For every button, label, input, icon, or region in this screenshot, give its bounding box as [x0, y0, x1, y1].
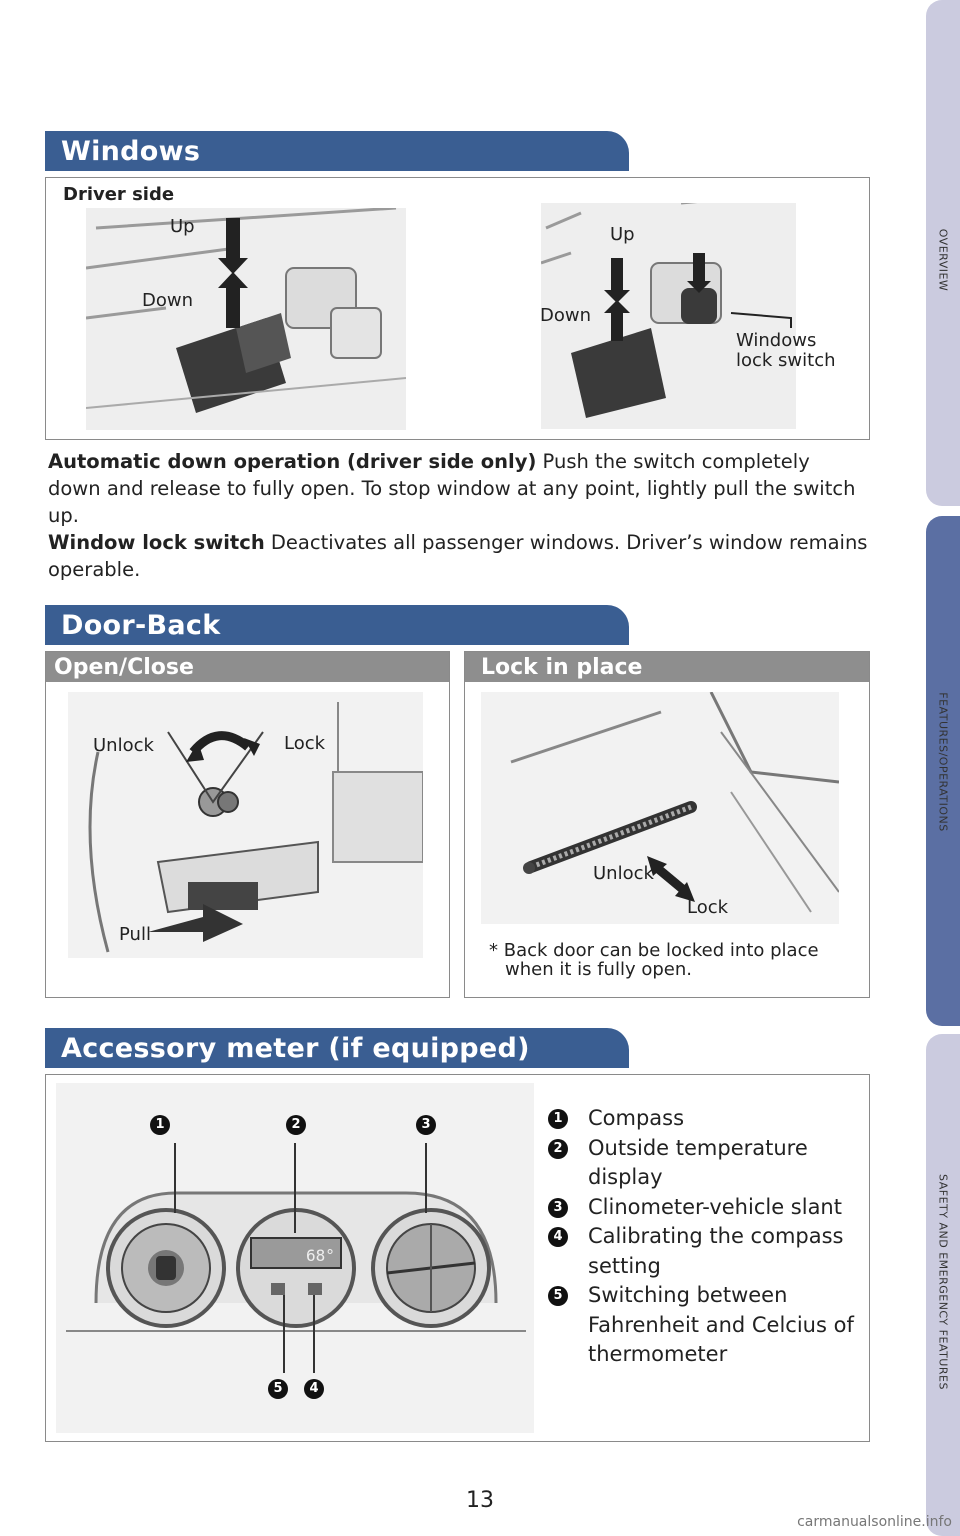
legend-number-3-icon: 3 [548, 1198, 568, 1218]
driver-up-label: Up [170, 216, 195, 237]
legend-item-compass [548, 1104, 860, 1134]
door-back-section-title: Door-Back [45, 605, 629, 645]
passenger-down-label: Down [540, 305, 592, 326]
legend-number-5-icon: 5 [548, 1286, 568, 1306]
legend-item-units [548, 1281, 860, 1370]
auto-down-text: Push the switch completely down and release to fully open. To stop window at any point, lightly pull the switch up. [48, 450, 856, 527]
callout-4-icon: 4 [304, 1379, 324, 1399]
open-close-lock-label: Lock [284, 733, 326, 754]
legend-text: Outside temperature display [588, 1135, 808, 1189]
page-number: 13 [466, 1488, 494, 1513]
lock-in-place-panel [464, 651, 870, 998]
meter-cluster-drawing [56, 1083, 534, 1433]
auto-down-title: Automatic down operation (driver side only) [48, 450, 537, 473]
accessory-meter-section-title: Accessory meter (if equipped) [45, 1028, 629, 1068]
sidebar-label-features: FEATURES/OPERATIONS [936, 692, 950, 832]
lock-in-place-unlock-label: Unlock [593, 863, 654, 884]
lock-in-place-note-1: * Back door can be locked into place [489, 940, 819, 961]
sidebar-label-safety: SAFETY AND EMERGENCY FEATURES [936, 1174, 950, 1390]
windows-lock-switch-label-2: lock switch [736, 350, 836, 371]
windows-lock-switch-label-1: Windows [736, 330, 817, 351]
open-close-panel [45, 651, 450, 998]
watermark: carmanualsonline.info [797, 1514, 952, 1530]
open-close-unlock-label: Unlock [93, 735, 154, 756]
callout-2-icon: 2 [286, 1115, 306, 1135]
driver-window-switch-illustration [86, 208, 406, 430]
accessory-meter-legend [548, 1104, 860, 1370]
windows-section-title: Windows [45, 131, 629, 171]
window-lock-text: Deactivates all passenger windows. Driver’s window remains operable. [48, 531, 868, 581]
legend-number-2-icon: 2 [548, 1139, 568, 1159]
callout-3-icon: 3 [416, 1115, 436, 1135]
stay-rod-drawing [481, 692, 839, 924]
callout-1-icon: 1 [150, 1115, 170, 1135]
legend-text: Switching between Fahrenheit and Celcius of thermometer [588, 1283, 854, 1366]
legend-item-calibrate [548, 1222, 860, 1281]
lock-in-place-title: Lock in place [465, 652, 869, 682]
lock-in-place-illustration [481, 692, 839, 924]
open-close-title: Open/Close [46, 652, 449, 682]
open-close-pull-label: Pull [119, 924, 151, 945]
sidebar-label-overview: OVERVIEW [936, 228, 950, 292]
callout-5-icon: 5 [268, 1379, 288, 1399]
legend-text: Calibrating the compass setting [588, 1224, 844, 1278]
driver-switch-drawing [86, 208, 406, 430]
windows-description [48, 448, 868, 583]
lock-in-place-lock-label: Lock [687, 897, 729, 918]
legend-item-clinometer [548, 1193, 860, 1223]
lock-in-place-note-2: when it is fully open. [505, 959, 692, 980]
legend-item-temperature [548, 1134, 860, 1193]
passenger-up-label: Up [610, 224, 635, 245]
meter-display-value: 68° [306, 1246, 335, 1265]
legend-number-1-icon: 1 [548, 1109, 568, 1129]
driver-side-label: Driver side [63, 184, 175, 205]
key-handle-drawing [68, 692, 423, 958]
windows-illustration-panel [45, 177, 870, 440]
driver-down-label: Down [142, 290, 194, 311]
accessory-meter-illustration [56, 1083, 534, 1433]
legend-text: Clinometer-vehicle slant [588, 1194, 842, 1219]
legend-text: Compass [588, 1106, 685, 1130]
legend-number-4-icon: 4 [548, 1227, 568, 1247]
open-close-illustration [68, 692, 423, 958]
window-lock-title: Window lock switch [48, 531, 265, 554]
